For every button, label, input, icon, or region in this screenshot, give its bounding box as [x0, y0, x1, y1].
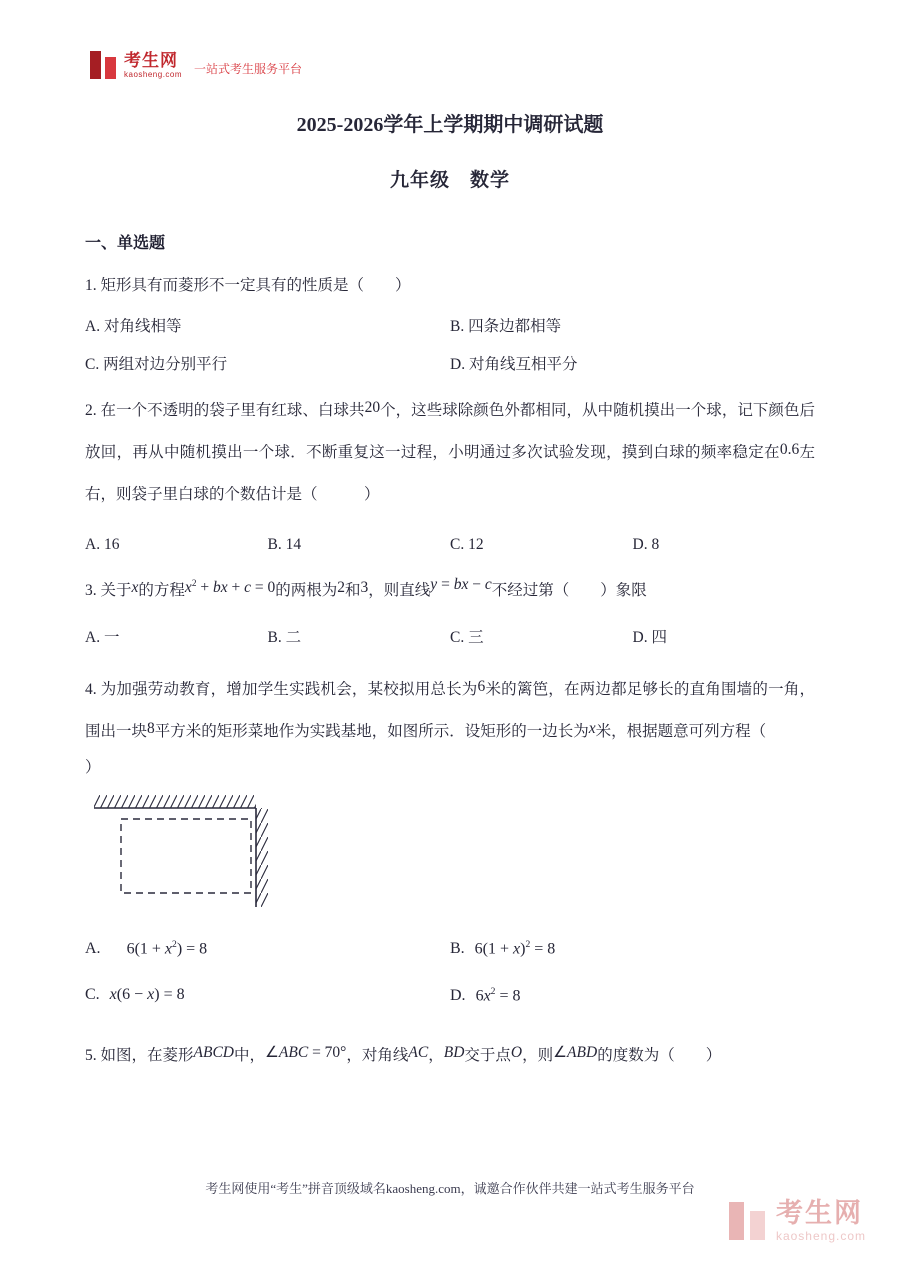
q4-option-d-label: D.: [450, 987, 466, 1005]
q5-var-abcd: ABCD: [193, 1044, 234, 1062]
q2-number-0-6: 0.6: [779, 441, 800, 459]
q2-text-1: 2. 在一个不透明的袋子里有红球、白球共: [85, 402, 365, 420]
q4-oc-x2: x: [147, 985, 155, 1003]
q4-od-p1: 6: [475, 987, 484, 1005]
q4-oa-x: x: [164, 939, 173, 957]
kaosheng-watermark-icon: [726, 1200, 768, 1242]
watermark-icon-bar-left: [729, 1202, 744, 1240]
q4-od-x: x: [483, 987, 491, 1005]
q3-text-3: 的两根为: [275, 581, 338, 599]
q1-option-b: B. 四条边都相等: [450, 318, 562, 336]
q3-equation-1: [185, 579, 275, 596]
rectangle-garden-diagram: [93, 795, 271, 910]
q5-text-5: 交于点: [464, 1047, 511, 1065]
q1-option-c: C. 两组对边分别平行: [85, 356, 228, 374]
q1-option-d: D. 对角线互相平分: [450, 356, 578, 374]
q4-option-b-label: B.: [450, 939, 465, 957]
q3-option-c: C. 三: [450, 629, 484, 647]
q3-eq1-sup: 2: [191, 578, 197, 589]
logo-icon-bar-right: [105, 57, 116, 79]
q2-stem: [85, 390, 815, 516]
q4-figure: [93, 795, 815, 915]
logo-text-column: [124, 52, 182, 79]
q5-var-o: O: [510, 1044, 523, 1062]
q4-ob-p1: 6(1 +: [474, 939, 514, 957]
q2-option-d: D. 8: [632, 535, 660, 553]
q4-option-c: [85, 986, 450, 1005]
q3-text-6: 不经过第（ ）象限: [491, 581, 647, 599]
q5-angle-abd-letters: ABD: [567, 1044, 598, 1062]
q2-option-c: C. 12: [450, 535, 484, 553]
q4-text-4: 米，根据题意可列方程（: [595, 723, 767, 741]
q4-oa-sup: 2: [172, 938, 177, 950]
q4-number-6: 6: [477, 678, 486, 696]
q4-ob-x: x: [513, 939, 521, 957]
logo-icon-bar-left: [90, 51, 101, 79]
q4-option-b: [450, 939, 815, 958]
q2-number-20: 20: [364, 399, 381, 417]
q3-eq1-x: x: [184, 578, 192, 596]
q3-eq1-plus1: +: [196, 578, 213, 596]
q3-var-x: x: [131, 578, 139, 596]
watermark-name: 考生网: [775, 1198, 863, 1228]
q1-option-a: A. 对角线相等: [85, 318, 182, 336]
q4-text-1: 4. 为加强劳动教育，增加学生实践机会，某校拟用总长为: [85, 681, 478, 699]
q4-text-3: 平方米的矩形菜地作为实践基地，如图所示．设矩形的一边长为: [154, 723, 589, 741]
q4-var-x: x: [588, 720, 596, 738]
q3-eq2-c: c: [484, 575, 492, 593]
q5-text-3: ，对角线: [346, 1047, 409, 1065]
q5-var-ac: AC: [408, 1044, 429, 1062]
q4-ob-p3: = 8: [530, 939, 556, 957]
watermark-icon-bar-right: [750, 1211, 765, 1240]
q4-text-2: 米的篱笆，在两边都足够长的直角围墙的一角，围出一块: [85, 681, 815, 741]
q3-eq1-eq0: = 0: [251, 578, 276, 596]
q2-text-3: 左右，则袋子里白球的个数估计是（ ）: [85, 444, 815, 504]
exam-title: 2025-2026学年上学期期中调研试题: [296, 114, 604, 136]
q5-text-7: 的度数为（ ）: [597, 1047, 722, 1065]
q3-eq2-bx: bx: [453, 575, 469, 593]
q4-oa-p1: 6(1 +: [126, 939, 165, 957]
q5-angle-abc: [265, 1044, 346, 1061]
q3-option-b: B. 二: [267, 629, 302, 647]
q3-eq1-bx: bx: [212, 578, 228, 596]
q3-eq1-plus2: +: [227, 578, 245, 596]
logo-tagline: 一站式考生服务平台: [194, 62, 303, 76]
q4-oc-p1: (6 −: [116, 985, 148, 1003]
wall-hatch-right: [256, 808, 268, 907]
q4-stem: [85, 669, 815, 753]
q4-number-8: 8: [147, 720, 155, 738]
q3-options-row: [85, 625, 815, 647]
q4-ob-p2: ): [520, 939, 526, 957]
q4-od-sup: 2: [490, 985, 496, 997]
q3-eq2-y: y: [430, 575, 438, 593]
watermark-domain: kaosheng.com: [775, 1229, 866, 1243]
garden-dashed-rectangle: [121, 819, 251, 893]
q3-text-4: 和: [345, 581, 361, 599]
q3-text-1: 3. 关于: [85, 581, 132, 599]
q4-option-c-label: C.: [85, 985, 100, 1003]
q5-text-2: 中，: [233, 1047, 265, 1065]
q4-option-d: [450, 986, 815, 1005]
q5-text-6: ，则: [522, 1047, 554, 1065]
q3-option-d: D. 四: [632, 629, 667, 647]
q4-options-row-2: [85, 986, 815, 1005]
exam-subtitle: 九年级 数学: [389, 170, 510, 191]
q5-text-4: ，: [428, 1047, 444, 1065]
q4-options-row-1: [85, 939, 815, 958]
document-body: [85, 108, 815, 1071]
q3-text-2: 的方程: [138, 581, 185, 599]
logo-name: 考生网: [124, 50, 178, 70]
q2-options-row: [85, 536, 815, 554]
q3-stem: [85, 576, 815, 605]
q4-oa-p2: ) = 8: [176, 939, 208, 957]
q5-var-bd: BD: [443, 1044, 465, 1062]
q3-eq1-c: c: [244, 578, 251, 596]
kaosheng-watermark: [726, 1200, 866, 1242]
section-heading-single-choice: 一、单选题: [85, 235, 166, 252]
kaosheng-logo: [88, 50, 182, 80]
q3-text-5: ，则直线: [368, 581, 431, 599]
q5-angle-abc-value: = 70°: [308, 1044, 347, 1062]
q5-angle-abc-letters: ABC: [278, 1044, 309, 1062]
wall-hatch-top: [94, 795, 256, 808]
q4-ob-sup: 2: [525, 938, 531, 950]
q3-option-a: A. 一: [85, 629, 120, 647]
q4-close-paren: ）: [85, 759, 101, 777]
logo-domain: kaosheng.com: [124, 69, 183, 79]
q5-angle-symbol-2: ∠: [553, 1044, 568, 1062]
q5-stem: [85, 1041, 815, 1070]
page-footer: 考生网使用“考生”拼音顶级域名kaosheng.com，诚邀合作伙伴共建一站式考生服务平台: [205, 1181, 695, 1196]
q4-oc-x1: x: [109, 985, 117, 1003]
q1-stem: 1. 矩形具有而菱形不一定具有的性质是（ ）: [85, 277, 411, 294]
q2-option-b: B. 14: [267, 535, 302, 553]
q3-equation-2: [430, 576, 491, 593]
q4-option-a: [85, 939, 450, 958]
q5-text-1: 5. 如图，在菱形: [85, 1047, 194, 1065]
q3-root-3: 3: [360, 578, 369, 596]
q5-angle-symbol-1: ∠: [265, 1044, 279, 1062]
q3-eq2-equals: =: [437, 575, 454, 593]
q2-text-2: 个，这些球除颜色外都相同，从中随机摸出一个球，记下颜色后放回，再从中随机摸出一个球．不断重复这一过程，小明通过多次试验发现，摸到白球的频率稳定在: [85, 402, 815, 462]
q3-eq2-minus: −: [468, 575, 485, 593]
q1-options-row-2: [85, 352, 815, 374]
watermark-text-column: [776, 1200, 866, 1242]
q4-oc-p2: ) = 8: [154, 985, 185, 1003]
q1-options-row-1: [85, 314, 815, 336]
q4-od-p2: = 8: [495, 987, 521, 1005]
q5-angle-abd: [553, 1044, 597, 1061]
q3-root-2: 2: [337, 578, 346, 596]
kaosheng-logo-icon: [88, 50, 118, 80]
q2-option-a: A. 16: [85, 535, 120, 553]
site-header: [88, 50, 302, 80]
q4-option-a-label: A.: [85, 939, 101, 957]
